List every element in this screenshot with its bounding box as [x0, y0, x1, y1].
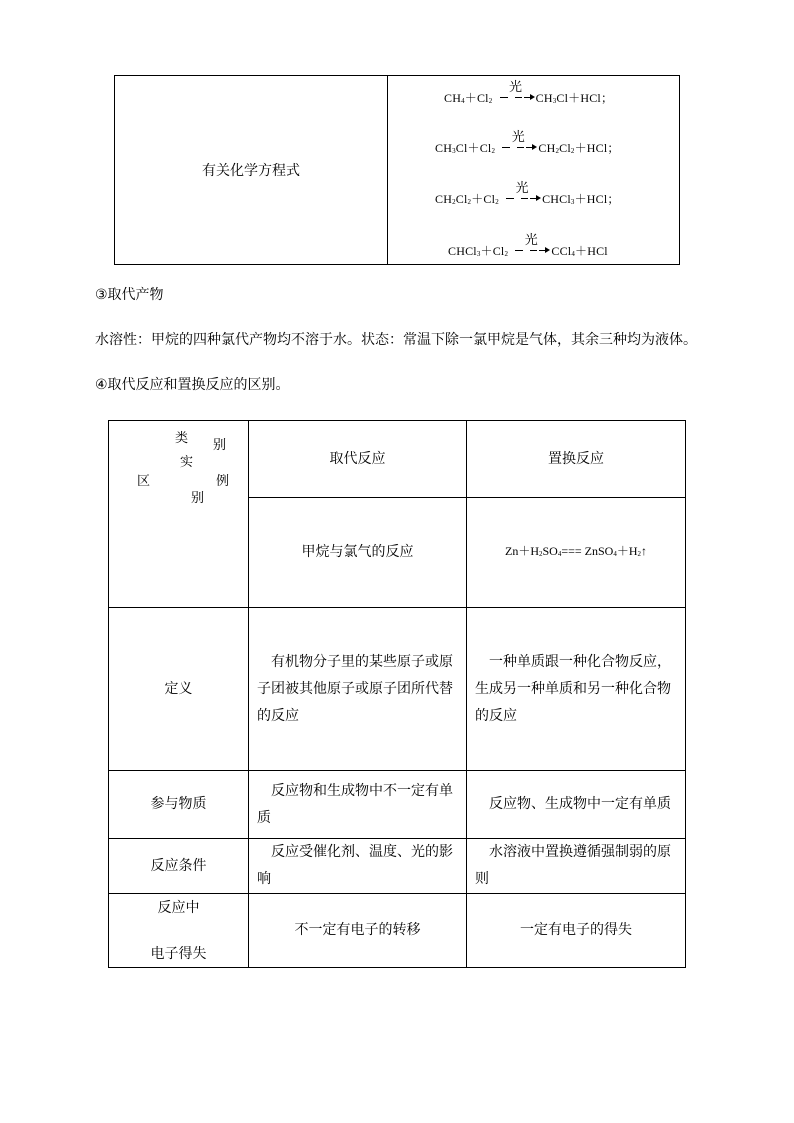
definition-replacement: 一种单质跟一种化合物反应，生成另一种单质和另一种化合物的反应 [467, 608, 686, 771]
comparison-table [108, 420, 686, 968]
header-char: 类 [175, 431, 189, 446]
reaction-arrow [502, 181, 542, 204]
header-char: 例 [216, 474, 230, 489]
reaction-condition: 光 [509, 80, 523, 95]
eq-sub: 3 [570, 198, 575, 206]
eq-sub: 4 [461, 97, 465, 105]
eq-text: ↑ [641, 543, 647, 558]
eq-sub: 3 [476, 250, 481, 258]
section-heading-products: ③取代产物 [95, 287, 164, 303]
eq-text: CHCl [448, 244, 477, 258]
header-char: 别 [191, 491, 205, 506]
eq-sub: 2 [467, 198, 472, 206]
row-label-line: 电子得失 [150, 945, 207, 962]
eq-text: Cl＋HCl； [556, 91, 614, 105]
diagonal-header-cell [109, 421, 249, 608]
row-label-definition: 定义 [109, 608, 249, 771]
eq-sub: 2 [495, 198, 499, 206]
eq-text: CH [538, 141, 556, 155]
eq-text: SO [542, 543, 558, 558]
equation-4 [448, 233, 608, 259]
eq-sub: 4 [557, 549, 562, 558]
reaction-equations-table [114, 75, 680, 265]
eq-text: CCl [551, 244, 572, 258]
eq-sub: 4 [571, 250, 576, 258]
equation-1 [444, 80, 614, 106]
equations-label-cell [115, 76, 388, 265]
header-char: 别 [213, 438, 227, 453]
eq-text: ＋HCl； [574, 192, 620, 206]
eq-text: === ZnSO [561, 543, 614, 558]
reaction-condition: 光 [511, 130, 525, 145]
reaction-arrow [498, 130, 538, 153]
eq-text: ＋H [616, 543, 638, 558]
eq-text: ＋HCl； [574, 141, 620, 155]
eq-text: ＋Cl [480, 244, 505, 258]
eq-text: Zn＋H [505, 543, 539, 558]
participants-replacement: 反应物、生成物中一定有单质 [467, 771, 686, 839]
conditions-replacement: 水溶液中置换遵循强制弱的原则 [467, 839, 686, 894]
eq-sub: 3 [552, 97, 557, 105]
reaction-condition: 光 [524, 233, 538, 248]
eq-sub: 2 [488, 97, 493, 105]
eq-text: CHCl [542, 192, 571, 206]
equations-label: 有关化学方程式 [202, 163, 300, 179]
eq-sub: 2 [504, 250, 509, 258]
section-heading-difference: ④取代反应和置换反应的区别。 [95, 377, 290, 393]
equations-cell [388, 76, 680, 265]
eq-text: Cl＋Cl [455, 141, 492, 155]
eq-sub: 2 [491, 147, 496, 155]
equation-2 [435, 130, 620, 156]
eq-sub: 2 [570, 147, 575, 155]
electrons-substitution: 不一定有电子的转移 [249, 894, 467, 968]
eq-sub: 4 [613, 549, 617, 558]
header-char: 区 [137, 474, 151, 489]
eq-text: Cl [455, 192, 468, 206]
row-label-line: 反应中 [157, 899, 200, 916]
eq-sub: 3 [452, 147, 456, 155]
participants-substitution: 反应物和生成物中不一定有单质 [249, 771, 467, 839]
eq-text: ＋Cl [471, 192, 496, 206]
eq-text: CH [535, 91, 553, 105]
definition-substitution: 有机物分子里的某些原子或原子团被其他原子或原子团所代替的反应 [249, 608, 467, 771]
example-replacement [467, 498, 686, 608]
row-label-conditions: 反应条件 [109, 839, 249, 894]
eq-sub: 2 [555, 147, 560, 155]
equation-3 [435, 181, 620, 207]
header-char: 实 [180, 455, 194, 470]
column-header-replacement: 置换反应 [467, 421, 686, 498]
example-substitution: 甲烷与氯气的反应 [249, 498, 467, 608]
eq-text: ＋Cl [464, 91, 489, 105]
conditions-substitution: 反应受催化剂、温度、光的影响 [249, 839, 467, 894]
row-label-participants: 参与物质 [109, 771, 249, 839]
column-header-substitution: 取代反应 [249, 421, 467, 498]
eq-sub: 2 [452, 198, 456, 206]
eq-text: CH [435, 192, 453, 206]
reaction-arrow [496, 80, 536, 103]
paragraph-solubility-state: 水溶性：甲烷的四种氯代产物均不溶于水。状态：常温下除一氯甲烷是气体，其余三种均为液体。 [95, 332, 697, 348]
eq-text: CH [435, 141, 453, 155]
eq-text: CH [444, 91, 462, 105]
electrons-replacement: 一定有电子的得失 [467, 894, 686, 968]
eq-sub: 2 [637, 549, 641, 558]
eq-text: ＋HCl [575, 244, 608, 258]
row-label-electrons [109, 894, 249, 968]
reaction-arrow [511, 233, 551, 256]
reaction-condition: 光 [515, 181, 529, 196]
eq-sub: 2 [539, 549, 543, 558]
eq-text: Cl [559, 141, 571, 155]
